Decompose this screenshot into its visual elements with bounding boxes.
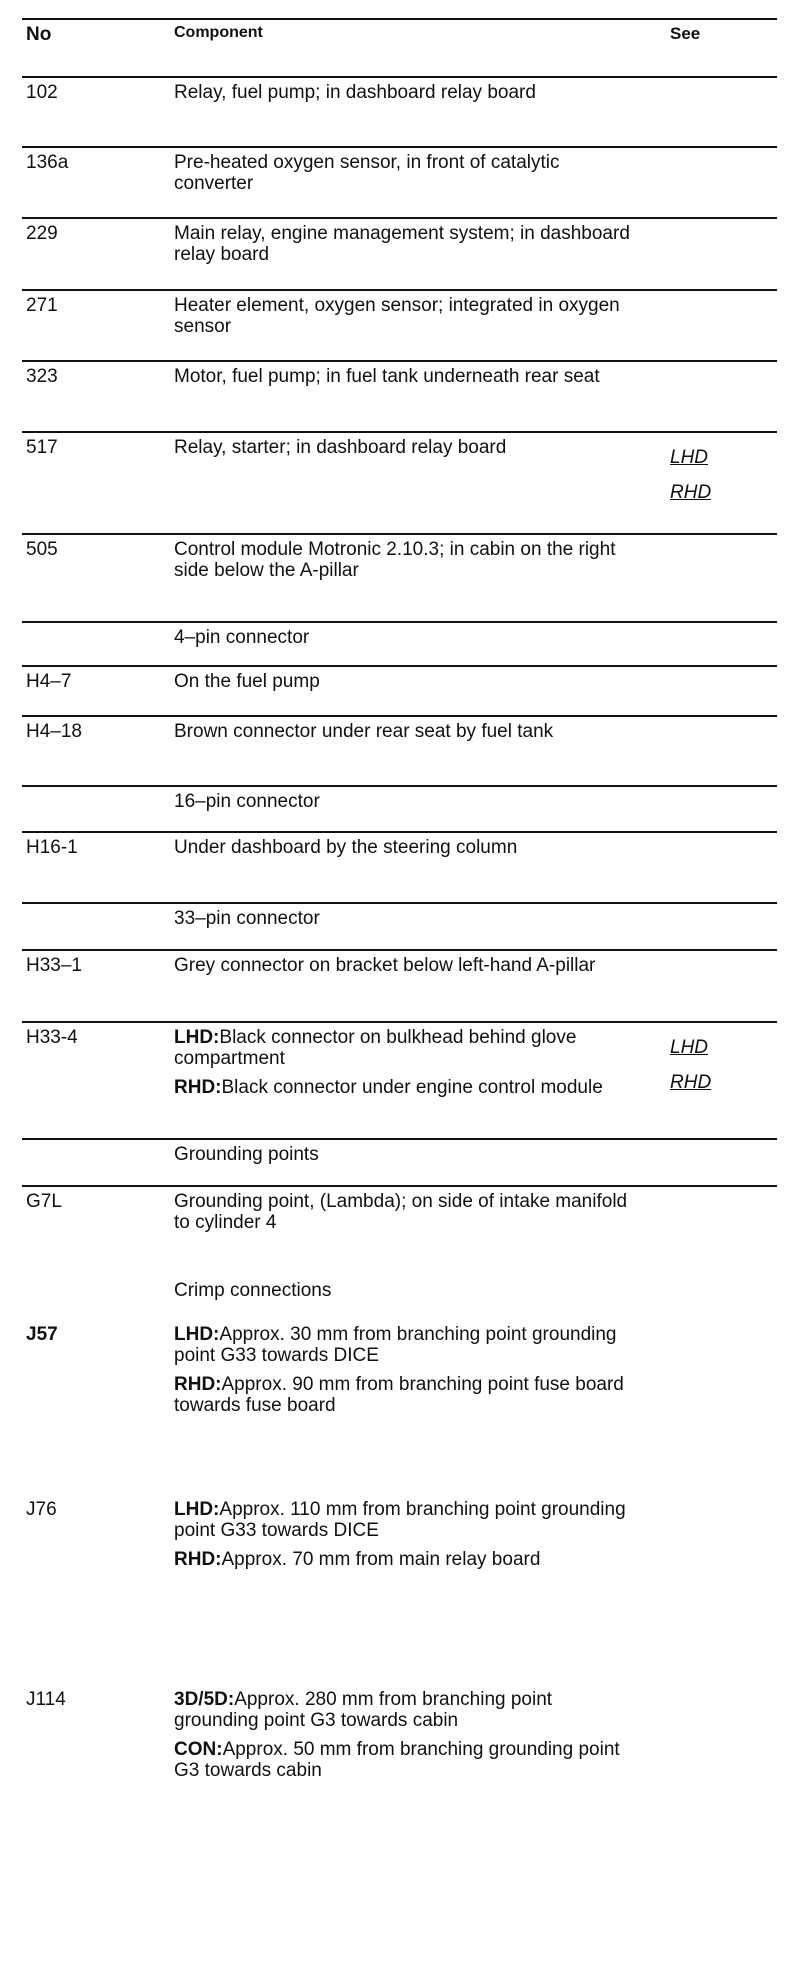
rhd-text: Approx. 90 mm from branching point fuse board towards fuse board [174,1374,624,1416]
row-number: J76 [26,1499,57,1520]
con-label: CON: [174,1739,223,1760]
con-text: Approx. 50 mm from branching grounding point G3 towards cabin [174,1739,620,1781]
row-component [174,1495,651,1578]
header-see: See [670,24,701,43]
section-row [22,1276,777,1320]
header-component: Component [174,24,263,41]
row-see [651,291,777,305]
table-row [22,1023,777,1140]
row-component: Motor, fuel pump; in fuel tank underneath rear seat [174,366,600,387]
row-component [174,1685,651,1789]
row-number: 517 [26,437,58,458]
rhd-note [174,1549,641,1570]
table-row [22,833,777,904]
row-number: 323 [26,366,58,387]
lhd-note [174,1324,641,1366]
con-note [174,1739,641,1781]
lhd-note [174,1027,641,1069]
row-see [651,1187,777,1201]
section-label: 16–pin connector [174,791,320,812]
row-see [651,904,777,918]
row-component: Main relay, engine management system; in dashboard relay board [174,223,630,265]
row-see [651,219,777,233]
row-see [651,833,777,847]
lhd-text: Approx. 30 mm from branching point grounding point G33 towards DICE [174,1324,617,1366]
row-see [651,1320,777,1334]
lhd-note [174,1499,641,1541]
see-lhd-link[interactable]: LHD [670,447,709,468]
section-row [22,904,777,951]
rhd-text: Approx. 70 mm from main relay board [221,1549,541,1570]
row-see [651,1495,777,1509]
rhd-label: RHD: [174,1549,222,1570]
row-number [22,1276,174,1280]
table-row [22,78,777,148]
row-component: Relay, starter; in dashboard relay board [174,437,507,458]
row-see [651,148,777,162]
table-row [22,1320,777,1495]
row-see [651,535,777,549]
row-see [651,1276,777,1290]
row-component: Grey connector on bracket below left-hand A-pillar [174,955,596,976]
row-component: Pre-heated oxygen sensor, in front of catalytic converter [174,152,560,194]
row-number: H4–7 [26,671,72,692]
row-component: Grounding point, (Lambda); on side of intake manifold to cylinder 4 [174,1191,628,1233]
row-see [651,362,777,376]
lhd-label: LHD: [174,1027,220,1048]
row-see [651,433,777,517]
row-see [651,951,777,965]
row-number [22,623,174,627]
row-component: Heater element, oxygen sensor; integrated in oxygen sensor [174,295,620,337]
row-number: H33-4 [26,1027,78,1048]
section-row [22,787,777,833]
row-component: Relay, fuel pump; in dashboard relay board [174,82,536,103]
row-see [651,787,777,801]
section-row [22,1140,777,1187]
row-see [651,78,777,92]
3d5d-text: Approx. 280 mm from branching point grounding point G3 towards cabin [174,1689,553,1731]
lhd-label: LHD: [174,1499,220,1520]
see-rhd-link[interactable]: RHD [670,482,712,503]
lhd-text: Black connector on bulkhead behind glove compartment [174,1027,577,1069]
rhd-label: RHD: [174,1077,222,1098]
table-header [22,18,777,78]
table-row [22,362,777,433]
row-number: J114 [26,1689,66,1710]
rhd-note [174,1374,641,1416]
see-rhd-link[interactable]: RHD [670,1072,712,1093]
row-see [651,717,777,731]
table-row [22,717,777,787]
row-component [174,1320,651,1424]
row-number [22,904,174,908]
header-no: No [26,24,52,45]
section-label: 4–pin connector [174,627,310,648]
row-number: 229 [26,223,58,244]
row-number: 505 [26,539,58,560]
row-component [174,1023,651,1106]
table-row [22,1187,777,1276]
row-component: Control module Motronic 2.10.3; in cabin on the right side below the A-pillar [174,539,616,581]
row-number: 136a [26,152,69,173]
table-row [22,1685,777,1855]
row-number: G7L [26,1191,62,1212]
row-see [651,1023,777,1107]
rhd-note [174,1077,641,1098]
row-number: 271 [26,295,58,316]
table-row [22,951,777,1023]
row-see [651,1685,777,1699]
row-number: 102 [26,82,58,103]
row-component: Under dashboard by the steering column [174,837,518,858]
row-see [651,667,777,681]
3d5d-label: 3D/5D: [174,1689,235,1710]
rhd-label: RHD: [174,1374,222,1395]
row-component: Brown connector under rear seat by fuel tank [174,721,554,742]
table-row [22,148,777,219]
table-row [22,291,777,362]
component-table [22,18,777,1855]
see-lhd-link[interactable]: LHD [670,1037,709,1058]
lhd-label: LHD: [174,1324,220,1345]
row-number: J57 [26,1324,58,1345]
row-number: H16-1 [26,837,78,858]
lhd-text: Approx. 110 mm from branching point grounding point G33 towards DICE [174,1499,626,1541]
section-row [22,623,777,667]
row-see [651,1140,777,1154]
row-component: On the fuel pump [174,671,320,692]
3d5d-note [174,1689,641,1731]
row-number: H33–1 [26,955,82,976]
table-row [22,1495,777,1685]
section-label: Crimp connections [174,1280,332,1301]
row-number: H4–18 [26,721,82,742]
table-row [22,535,777,623]
row-number [22,1140,174,1144]
row-see [651,623,777,637]
section-label: 33–pin connector [174,908,320,929]
table-row [22,667,777,717]
section-label: Grounding points [174,1144,319,1165]
table-row [22,433,777,535]
table-row [22,219,777,291]
rhd-text: Black connector under engine control module [221,1077,603,1098]
row-number [22,787,174,791]
